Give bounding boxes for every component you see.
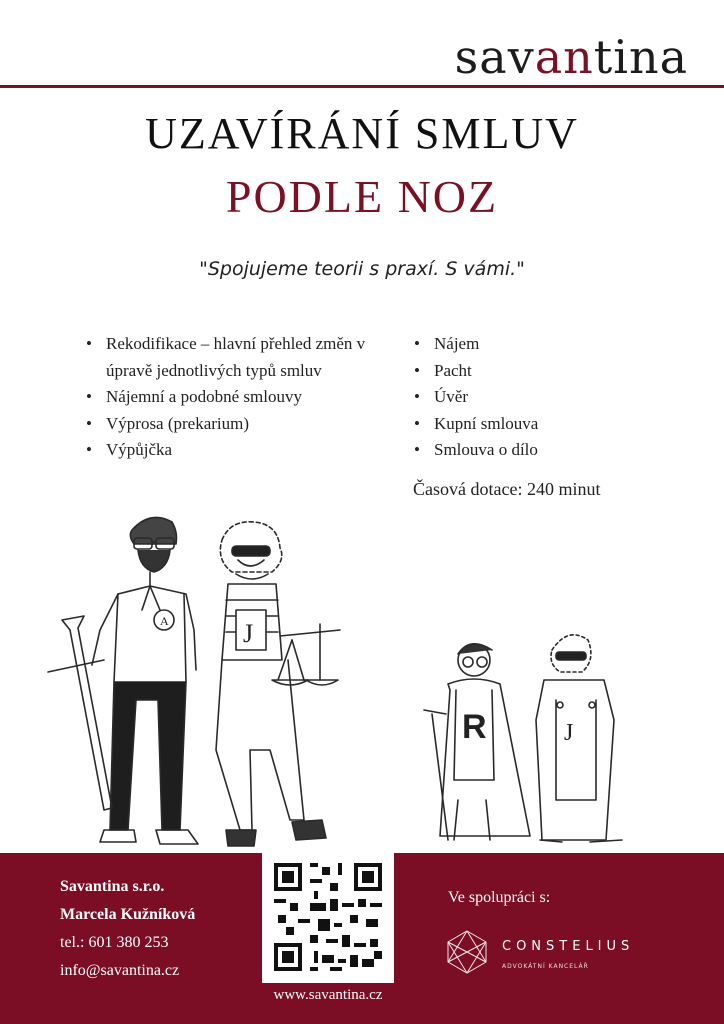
partner-subtitle: ADVOKÁTNÍ KANCELÁŘ bbox=[502, 963, 589, 970]
logo-accent: an bbox=[534, 30, 594, 84]
email-address: info@savantina.cz bbox=[60, 962, 180, 979]
man-with-sword-figure bbox=[48, 518, 198, 845]
contact-block bbox=[60, 873, 195, 985]
list-item: • Nájem bbox=[414, 331, 674, 358]
girl-j-figure bbox=[536, 635, 622, 842]
duration-text: Časová dotace: 240 minut bbox=[413, 479, 601, 499]
lady-justice-figure bbox=[216, 522, 340, 846]
list-item: • Rekodifikace – hlavní přehled změn v úpravě jednotlivých typů smluv bbox=[86, 331, 366, 384]
website-text: www.savantina.cz bbox=[273, 987, 383, 1003]
brand-logo bbox=[455, 30, 688, 84]
contact-person: Marcela Kužníková bbox=[60, 906, 196, 923]
list-item: • Pacht bbox=[414, 358, 674, 385]
topics-right-list bbox=[414, 331, 674, 464]
qr-code[interactable] bbox=[262, 851, 394, 983]
partner-logo bbox=[442, 927, 672, 997]
list-item: • Kupní smlouva bbox=[414, 411, 674, 438]
boy-r-figure bbox=[424, 644, 530, 840]
character-letter: J bbox=[564, 720, 574, 746]
characters-illustration bbox=[0, 500, 724, 855]
list-item: • Výpůjčka bbox=[86, 437, 366, 464]
partner-name: CONSTELIUS bbox=[502, 939, 635, 954]
footer bbox=[0, 853, 724, 1024]
logo-part: sav bbox=[454, 30, 535, 84]
character-letter: J bbox=[243, 619, 254, 648]
company-name: Savantina s.r.o. bbox=[60, 878, 165, 895]
list-item: • Úvěr bbox=[414, 384, 674, 411]
list-item: • Smlouva o dílo bbox=[414, 437, 674, 464]
constellation-icon bbox=[442, 927, 492, 977]
topics-left-list bbox=[86, 331, 366, 464]
character-letter: R bbox=[462, 708, 487, 746]
phone-number: tel.: 601 380 253 bbox=[60, 934, 169, 951]
title-line-1: UZAVÍRÁNÍ SMLUV bbox=[145, 109, 579, 158]
logo-part: tina bbox=[593, 30, 688, 84]
list-item: • Nájemní a podobné smlouvy bbox=[86, 384, 366, 411]
title-line-2: PODLE NOZ bbox=[225, 171, 499, 222]
cooperation-label: Ve spolupráci s: bbox=[448, 889, 551, 906]
motto: "Spojujeme teorii s praxí. S vámi." bbox=[199, 258, 525, 280]
list-item: • Výprosa (prekarium) bbox=[86, 411, 366, 438]
qr-code-icon bbox=[262, 851, 394, 983]
character-letter: A bbox=[160, 614, 169, 628]
header-divider bbox=[0, 85, 724, 88]
